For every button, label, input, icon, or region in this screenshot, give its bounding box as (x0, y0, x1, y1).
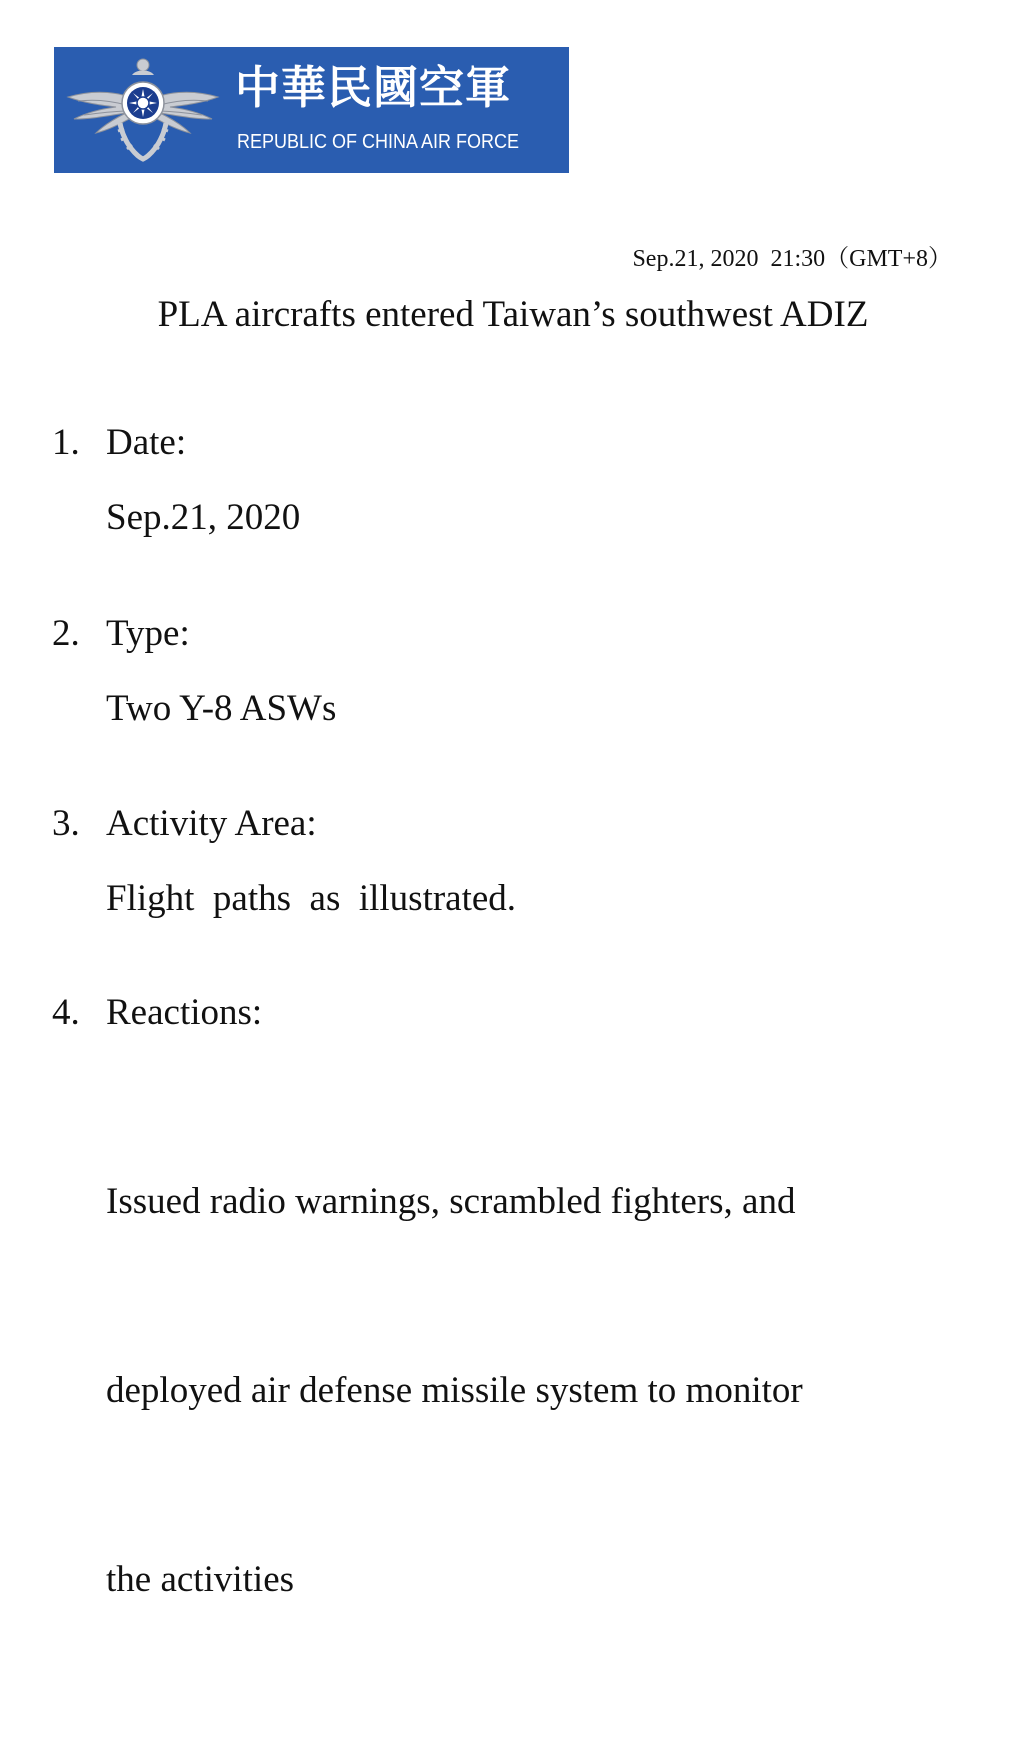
item-label: Reactions: (106, 992, 263, 1033)
item-number: 2. (52, 613, 80, 654)
air-force-wings-emblem-icon (64, 53, 222, 167)
item-value-multiline (106, 1044, 803, 1737)
item-number: 1. (52, 422, 80, 463)
item-number: 3. (52, 803, 80, 844)
org-name-english: REPUBLIC OF CHINA AIR FORCE (237, 131, 520, 153)
item-value-line: deployed air defense missile system to monitor (106, 1370, 803, 1411)
item-value-line: Issued radio warnings, scrambled fighters, and (106, 1181, 796, 1222)
org-name-chinese: 中華民國空軍 (235, 61, 512, 114)
item-label: Activity Area: (106, 803, 317, 844)
item-label: Type: (106, 613, 190, 654)
item-value: Two Y-8 ASWs (106, 688, 337, 729)
document-title: PLA aircrafts entered Taiwan’s southwest ADIZ (157, 294, 869, 335)
release-timestamp: Sep.21, 2020 21:30（GMT+8） (632, 246, 952, 272)
item-value-line: the activities (106, 1559, 295, 1600)
item-label: Date: (106, 422, 187, 463)
item-value: Sep.21, 2020 (106, 497, 301, 538)
item-number: 4. (52, 992, 80, 1033)
item-value: Flight paths as illustrated. (106, 878, 517, 919)
air-force-banner (54, 47, 569, 173)
